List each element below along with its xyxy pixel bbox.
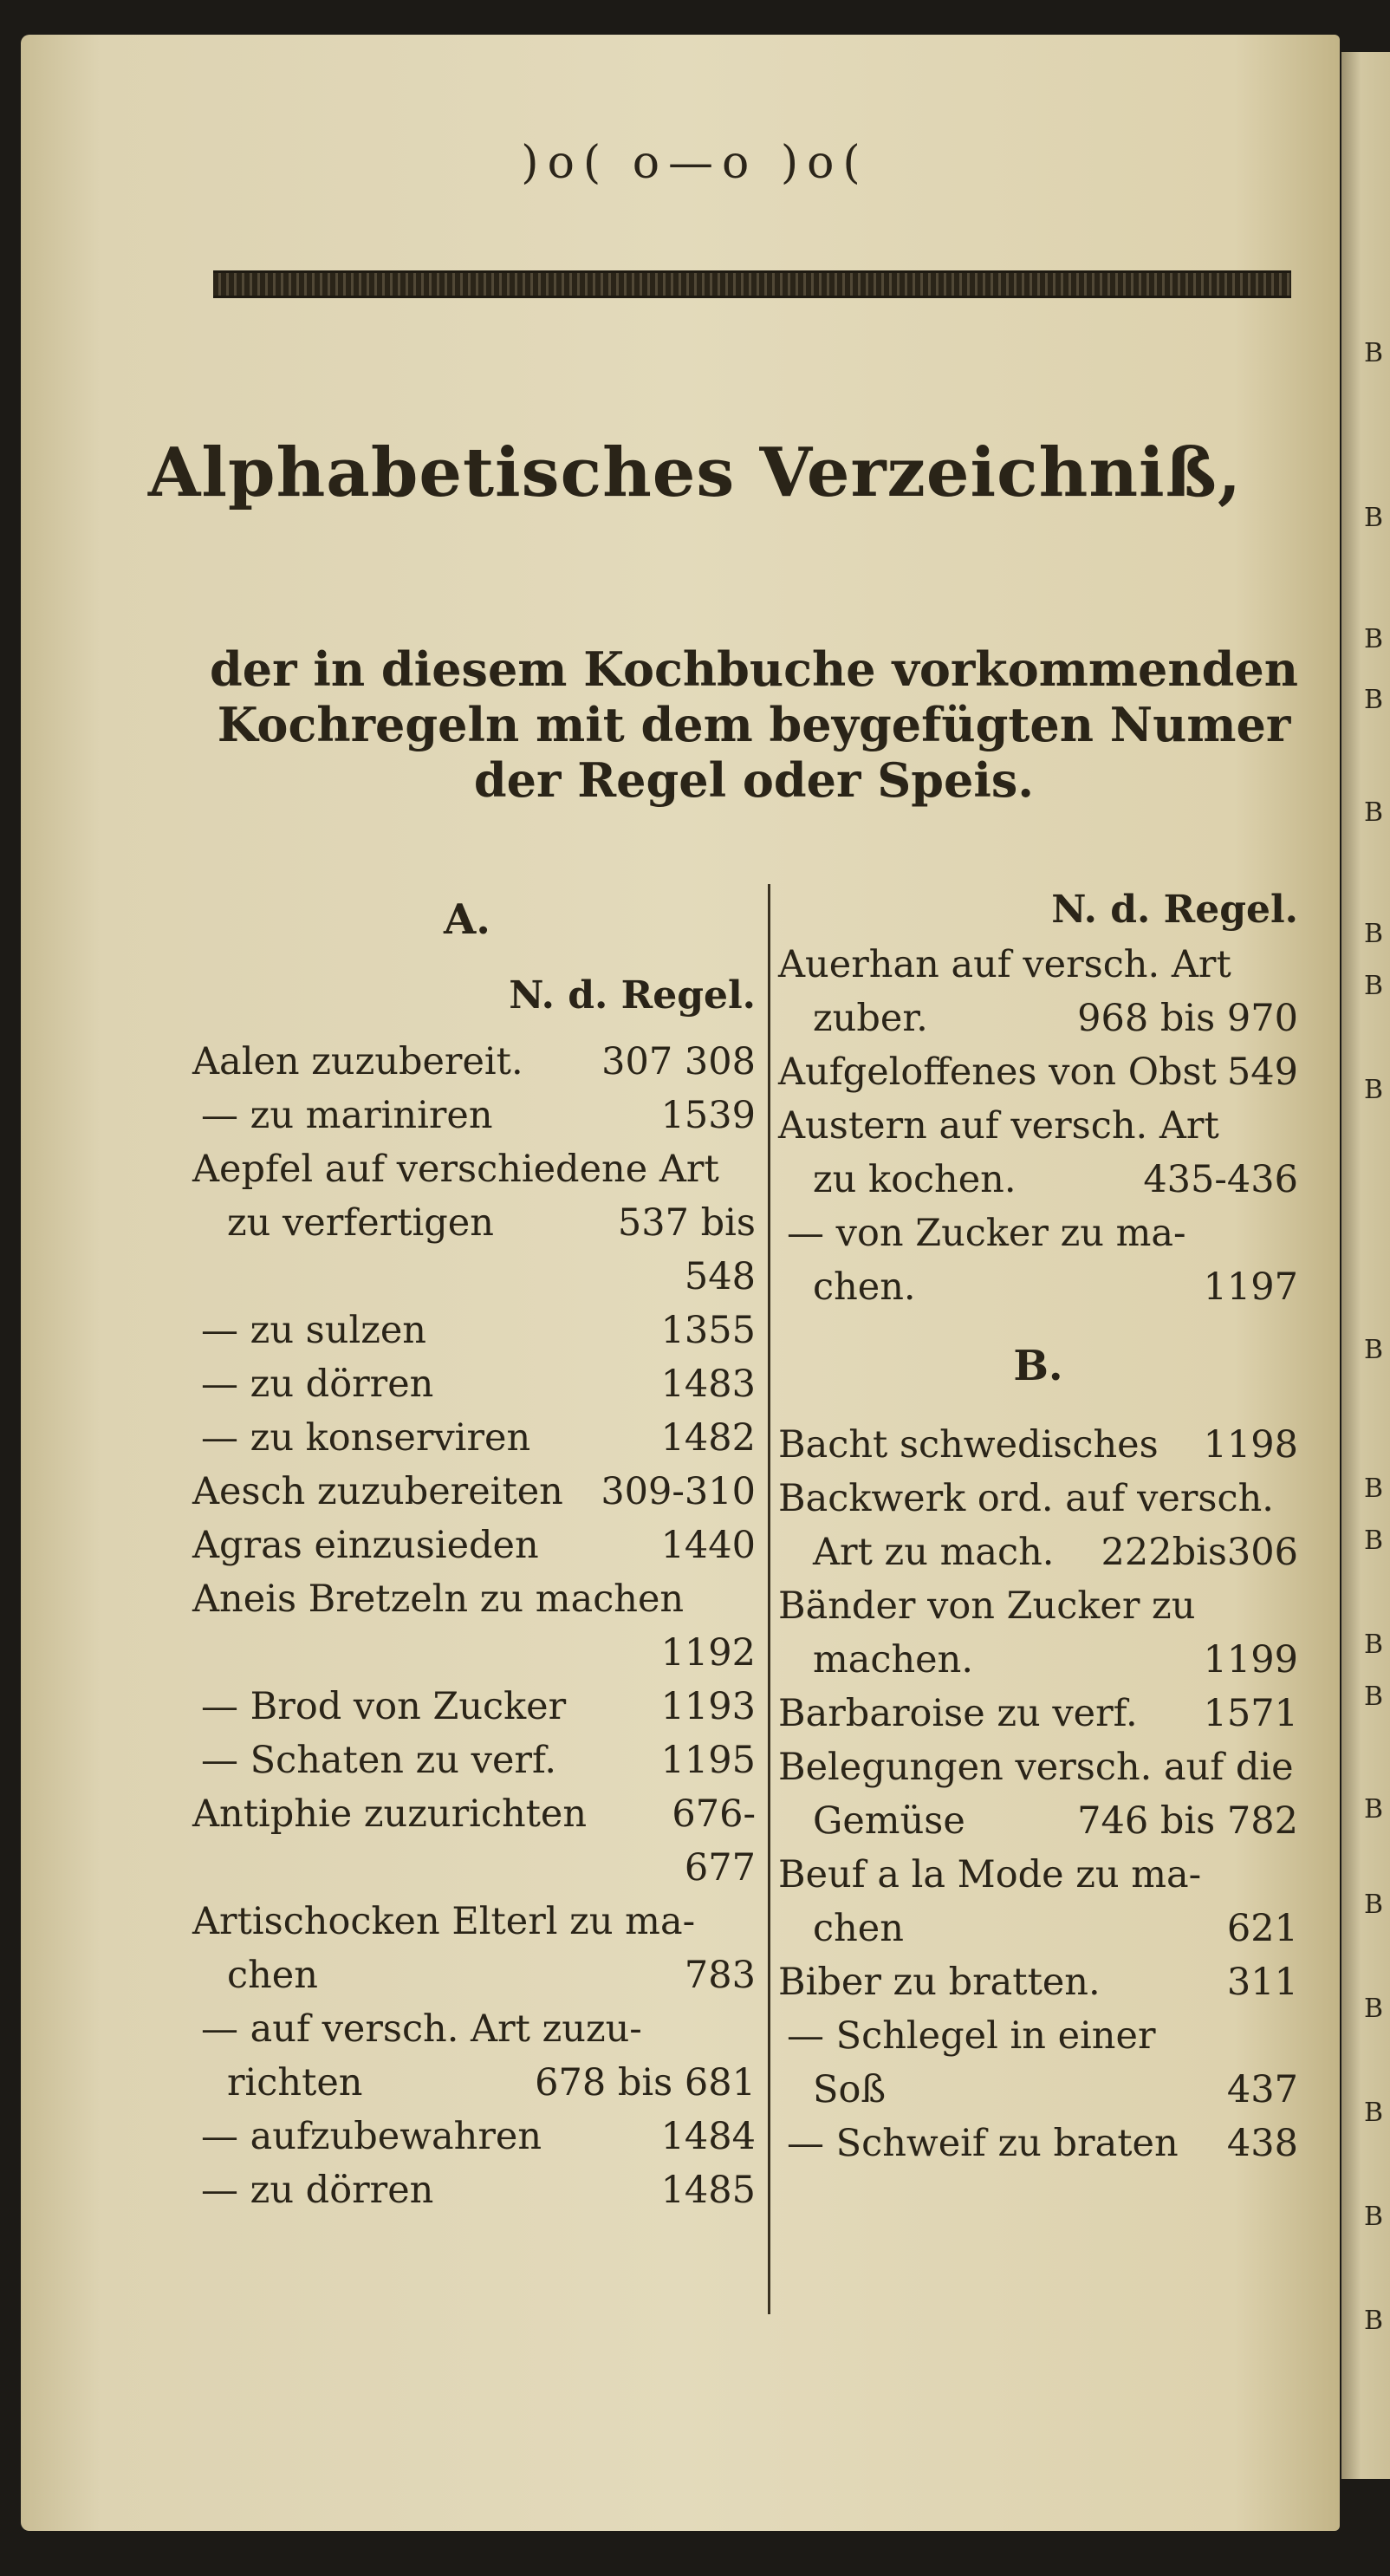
index-entry xyxy=(192,1895,756,1948)
index-entry xyxy=(778,1260,1298,1314)
column-header: N. d. Regel. xyxy=(1051,888,1298,932)
entry-number: 311 xyxy=(1226,1961,1298,2004)
entry-number: 307 308 xyxy=(601,1040,756,1083)
adjacent-page-letter: B xyxy=(1364,503,1384,533)
index-entry xyxy=(192,1626,756,1680)
entry-text: Aufgeloffenes von Obst xyxy=(778,1051,1217,1094)
entry-text: zuber. xyxy=(813,997,928,1040)
entry-list xyxy=(192,1035,756,2217)
entry-text: zu kochen. xyxy=(813,1158,1017,1201)
index-column-left xyxy=(192,882,756,2217)
index-entry xyxy=(192,1787,756,1841)
index-entry xyxy=(192,1196,756,1250)
entry-text: zu verfertigen xyxy=(227,1201,494,1245)
decorative-rule xyxy=(213,270,1291,298)
entry-number: 746 bis 782 xyxy=(1077,1799,1298,1843)
index-entry xyxy=(192,1841,756,1895)
header-ornament: )o( o—o )o( xyxy=(521,137,869,189)
entry-number: 1192 xyxy=(660,1631,756,1675)
index-entry xyxy=(778,1153,1298,1207)
index-entry xyxy=(778,938,1298,992)
adjacent-page-letter: B xyxy=(1364,1525,1384,1556)
adjacent-page-letter: B xyxy=(1364,1682,1384,1712)
index-entry xyxy=(192,1948,756,2002)
index-entry xyxy=(778,1099,1298,1153)
adjacent-page-letter: B xyxy=(1364,2098,1384,2128)
entry-text: — zu sulzen xyxy=(201,1309,426,1352)
entry-number: 1440 xyxy=(660,1524,756,1567)
adjacent-page-letter: B xyxy=(1364,685,1384,715)
entry-text: Backwerk ord. auf versch. xyxy=(778,1477,1274,1520)
adjacent-page-letter: B xyxy=(1364,1473,1384,1504)
index-entry xyxy=(778,1579,1298,1633)
entry-text: — auf versch. Art zuzu- xyxy=(201,2007,642,2051)
entry-text: — zu mariniren xyxy=(201,1094,493,1137)
entry-number: 1485 xyxy=(660,2169,756,2212)
entry-number: 1484 xyxy=(660,2115,756,2158)
index-entry xyxy=(192,1357,756,1411)
entry-number: 222bis306 xyxy=(1101,1531,1298,1574)
entry-text: chen. xyxy=(813,1265,916,1309)
entry-text: — Brod von Zucker xyxy=(201,1685,567,1728)
entry-text: — zu dörren xyxy=(201,2169,434,2212)
index-entry xyxy=(192,1572,756,1626)
index-entry xyxy=(192,1304,756,1357)
adjacent-page-edge xyxy=(1341,52,1390,2479)
entry-number: 783 xyxy=(684,1954,756,1997)
subtitle-line: Kochregeln mit dem beygefügten Numer xyxy=(217,697,1291,752)
index-entry xyxy=(192,1142,756,1196)
index-entry xyxy=(778,1848,1298,1902)
entry-text: Auerhan auf versch. Art xyxy=(778,943,1231,986)
entry-text: Beuf a la Mode zu ma- xyxy=(778,1853,1202,1896)
entry-number: 549 xyxy=(1226,1051,1298,1094)
entry-text: — von Zucker zu ma- xyxy=(787,1212,1186,1255)
column-divider xyxy=(768,884,770,2314)
adjacent-page-letter: B xyxy=(1364,1994,1384,2024)
index-entry xyxy=(778,1902,1298,1955)
entry-text: Soß xyxy=(813,2068,887,2111)
entry-number: 1198 xyxy=(1203,1423,1298,1467)
index-entry xyxy=(192,2163,756,2217)
index-entry xyxy=(778,1207,1298,1260)
entry-text: Gemüse xyxy=(813,1799,965,1843)
adjacent-page-letter: B xyxy=(1364,797,1384,828)
adjacent-page-letter: B xyxy=(1364,2202,1384,2232)
entry-number: 1571 xyxy=(1203,1692,1298,1735)
page-title: Alphabetisches Verzeichniß, xyxy=(147,433,1243,512)
page-subtitle xyxy=(199,641,1309,808)
adjacent-page-letter: B xyxy=(1364,2306,1384,2336)
entry-number: 435-436 xyxy=(1143,1158,1298,1201)
entry-text: Antiphie zuzurichten xyxy=(192,1792,588,1836)
index-entry xyxy=(192,1089,756,1142)
entry-number: 677 xyxy=(684,1846,756,1890)
entry-number: 548 xyxy=(684,1255,756,1298)
subtitle-line: der Regel oder Speis. xyxy=(473,752,1035,808)
entry-text: Art zu mach. xyxy=(813,1531,1055,1574)
index-entry xyxy=(778,1418,1298,1472)
index-entry xyxy=(778,1740,1298,1794)
index-entry xyxy=(192,1519,756,1572)
entry-text: Artischocken Elterl zu ma- xyxy=(192,1900,696,1943)
entry-text: Austern auf versch. Art xyxy=(778,1104,1219,1148)
entry-text: chen xyxy=(227,1954,318,1997)
entry-text: Barbaroise zu verf. xyxy=(778,1692,1138,1735)
adjacent-page-letter: B xyxy=(1364,919,1384,949)
entry-list xyxy=(778,1418,1298,2170)
entry-number: 1483 xyxy=(660,1363,756,1406)
index-entry xyxy=(778,1955,1298,2009)
index-entry xyxy=(192,1680,756,1734)
entry-text: richten xyxy=(227,2061,363,2104)
adjacent-page-letter: B xyxy=(1364,338,1384,368)
index-entry xyxy=(192,1250,756,1304)
section-letter-b: B. xyxy=(1013,1342,1063,1390)
entry-number: 309-310 xyxy=(601,1470,756,1513)
adjacent-page-letter: B xyxy=(1364,624,1384,654)
index-entry xyxy=(778,2063,1298,2117)
index-entry xyxy=(192,1411,756,1465)
index-entry xyxy=(778,1045,1298,1099)
entry-text: Biber zu bratten. xyxy=(778,1961,1101,2004)
entry-text: Aesch zuzubereiten xyxy=(192,1470,563,1513)
adjacent-page-letter: B xyxy=(1364,1075,1384,1105)
index-entry xyxy=(778,1633,1298,1687)
entry-number: 1539 xyxy=(660,1094,756,1137)
entry-text: — zu konserviren xyxy=(201,1416,531,1460)
entry-number: 1193 xyxy=(660,1685,756,1728)
index-entry xyxy=(192,2056,756,2110)
entry-number: 676- xyxy=(672,1792,756,1836)
index-entry xyxy=(778,992,1298,1045)
entry-text: Aalen zuzubereit. xyxy=(192,1040,523,1083)
adjacent-page-letter: B xyxy=(1364,971,1384,1001)
subtitle-line: der in diesem Kochbuche vorkommenden xyxy=(209,641,1299,697)
index-entry xyxy=(192,2110,756,2163)
entry-text: Belegungen versch. auf die xyxy=(778,1746,1294,1789)
entry-number: 1482 xyxy=(660,1416,756,1460)
entry-list xyxy=(778,938,1298,1314)
index-column-right xyxy=(778,882,1298,2170)
entry-text: Bänder von Zucker zu xyxy=(778,1584,1196,1628)
index-entry xyxy=(778,1794,1298,1848)
adjacent-page-letter: B xyxy=(1364,1794,1384,1825)
entry-text: machen. xyxy=(813,1638,973,1682)
index-entry xyxy=(192,1465,756,1519)
adjacent-page-letter: B xyxy=(1364,1335,1384,1365)
entry-text: Bacht schwedisches xyxy=(778,1423,1159,1467)
entry-number: 1195 xyxy=(660,1739,756,1782)
entry-text: — Schweif zu braten xyxy=(787,2122,1179,2165)
index-entry xyxy=(778,1525,1298,1579)
index-entry xyxy=(192,1035,756,1089)
entry-number: 968 bis 970 xyxy=(1077,997,1298,1040)
entry-text: — aufzubewahren xyxy=(201,2115,542,2158)
entry-number: 621 xyxy=(1226,1907,1298,1950)
entry-number: 438 xyxy=(1226,2122,1298,2165)
column-header: N. d. Regel. xyxy=(509,973,756,1018)
entry-number: 1197 xyxy=(1203,1265,1298,1309)
entry-number: 678 bis 681 xyxy=(535,2061,756,2104)
entry-text: Aepfel auf verschiedene Art xyxy=(192,1148,719,1191)
entry-number: 437 xyxy=(1226,2068,1298,2111)
entry-text: Agras einzusieden xyxy=(192,1524,539,1567)
entry-number: 1355 xyxy=(660,1309,756,1352)
section-letter-a: A. xyxy=(444,895,490,944)
entry-text: — zu dörren xyxy=(201,1363,434,1406)
entry-number: 537 bis xyxy=(617,1201,756,1245)
adjacent-page-letter: B xyxy=(1364,1630,1384,1660)
entry-text: — Schaten zu verf. xyxy=(201,1739,556,1782)
index-entry xyxy=(778,1687,1298,1740)
index-entry xyxy=(778,2117,1298,2170)
index-entry xyxy=(192,2002,756,2056)
entry-text: chen xyxy=(813,1907,904,1950)
index-entry xyxy=(778,1472,1298,1525)
entry-number: 1199 xyxy=(1203,1638,1298,1682)
index-entry xyxy=(778,2009,1298,2063)
adjacent-page-letter: B xyxy=(1364,1890,1384,1920)
index-entry xyxy=(192,1734,756,1787)
entry-text: Aneis Bretzeln zu machen xyxy=(192,1577,685,1621)
entry-text: — Schlegel in einer xyxy=(787,2014,1156,2058)
